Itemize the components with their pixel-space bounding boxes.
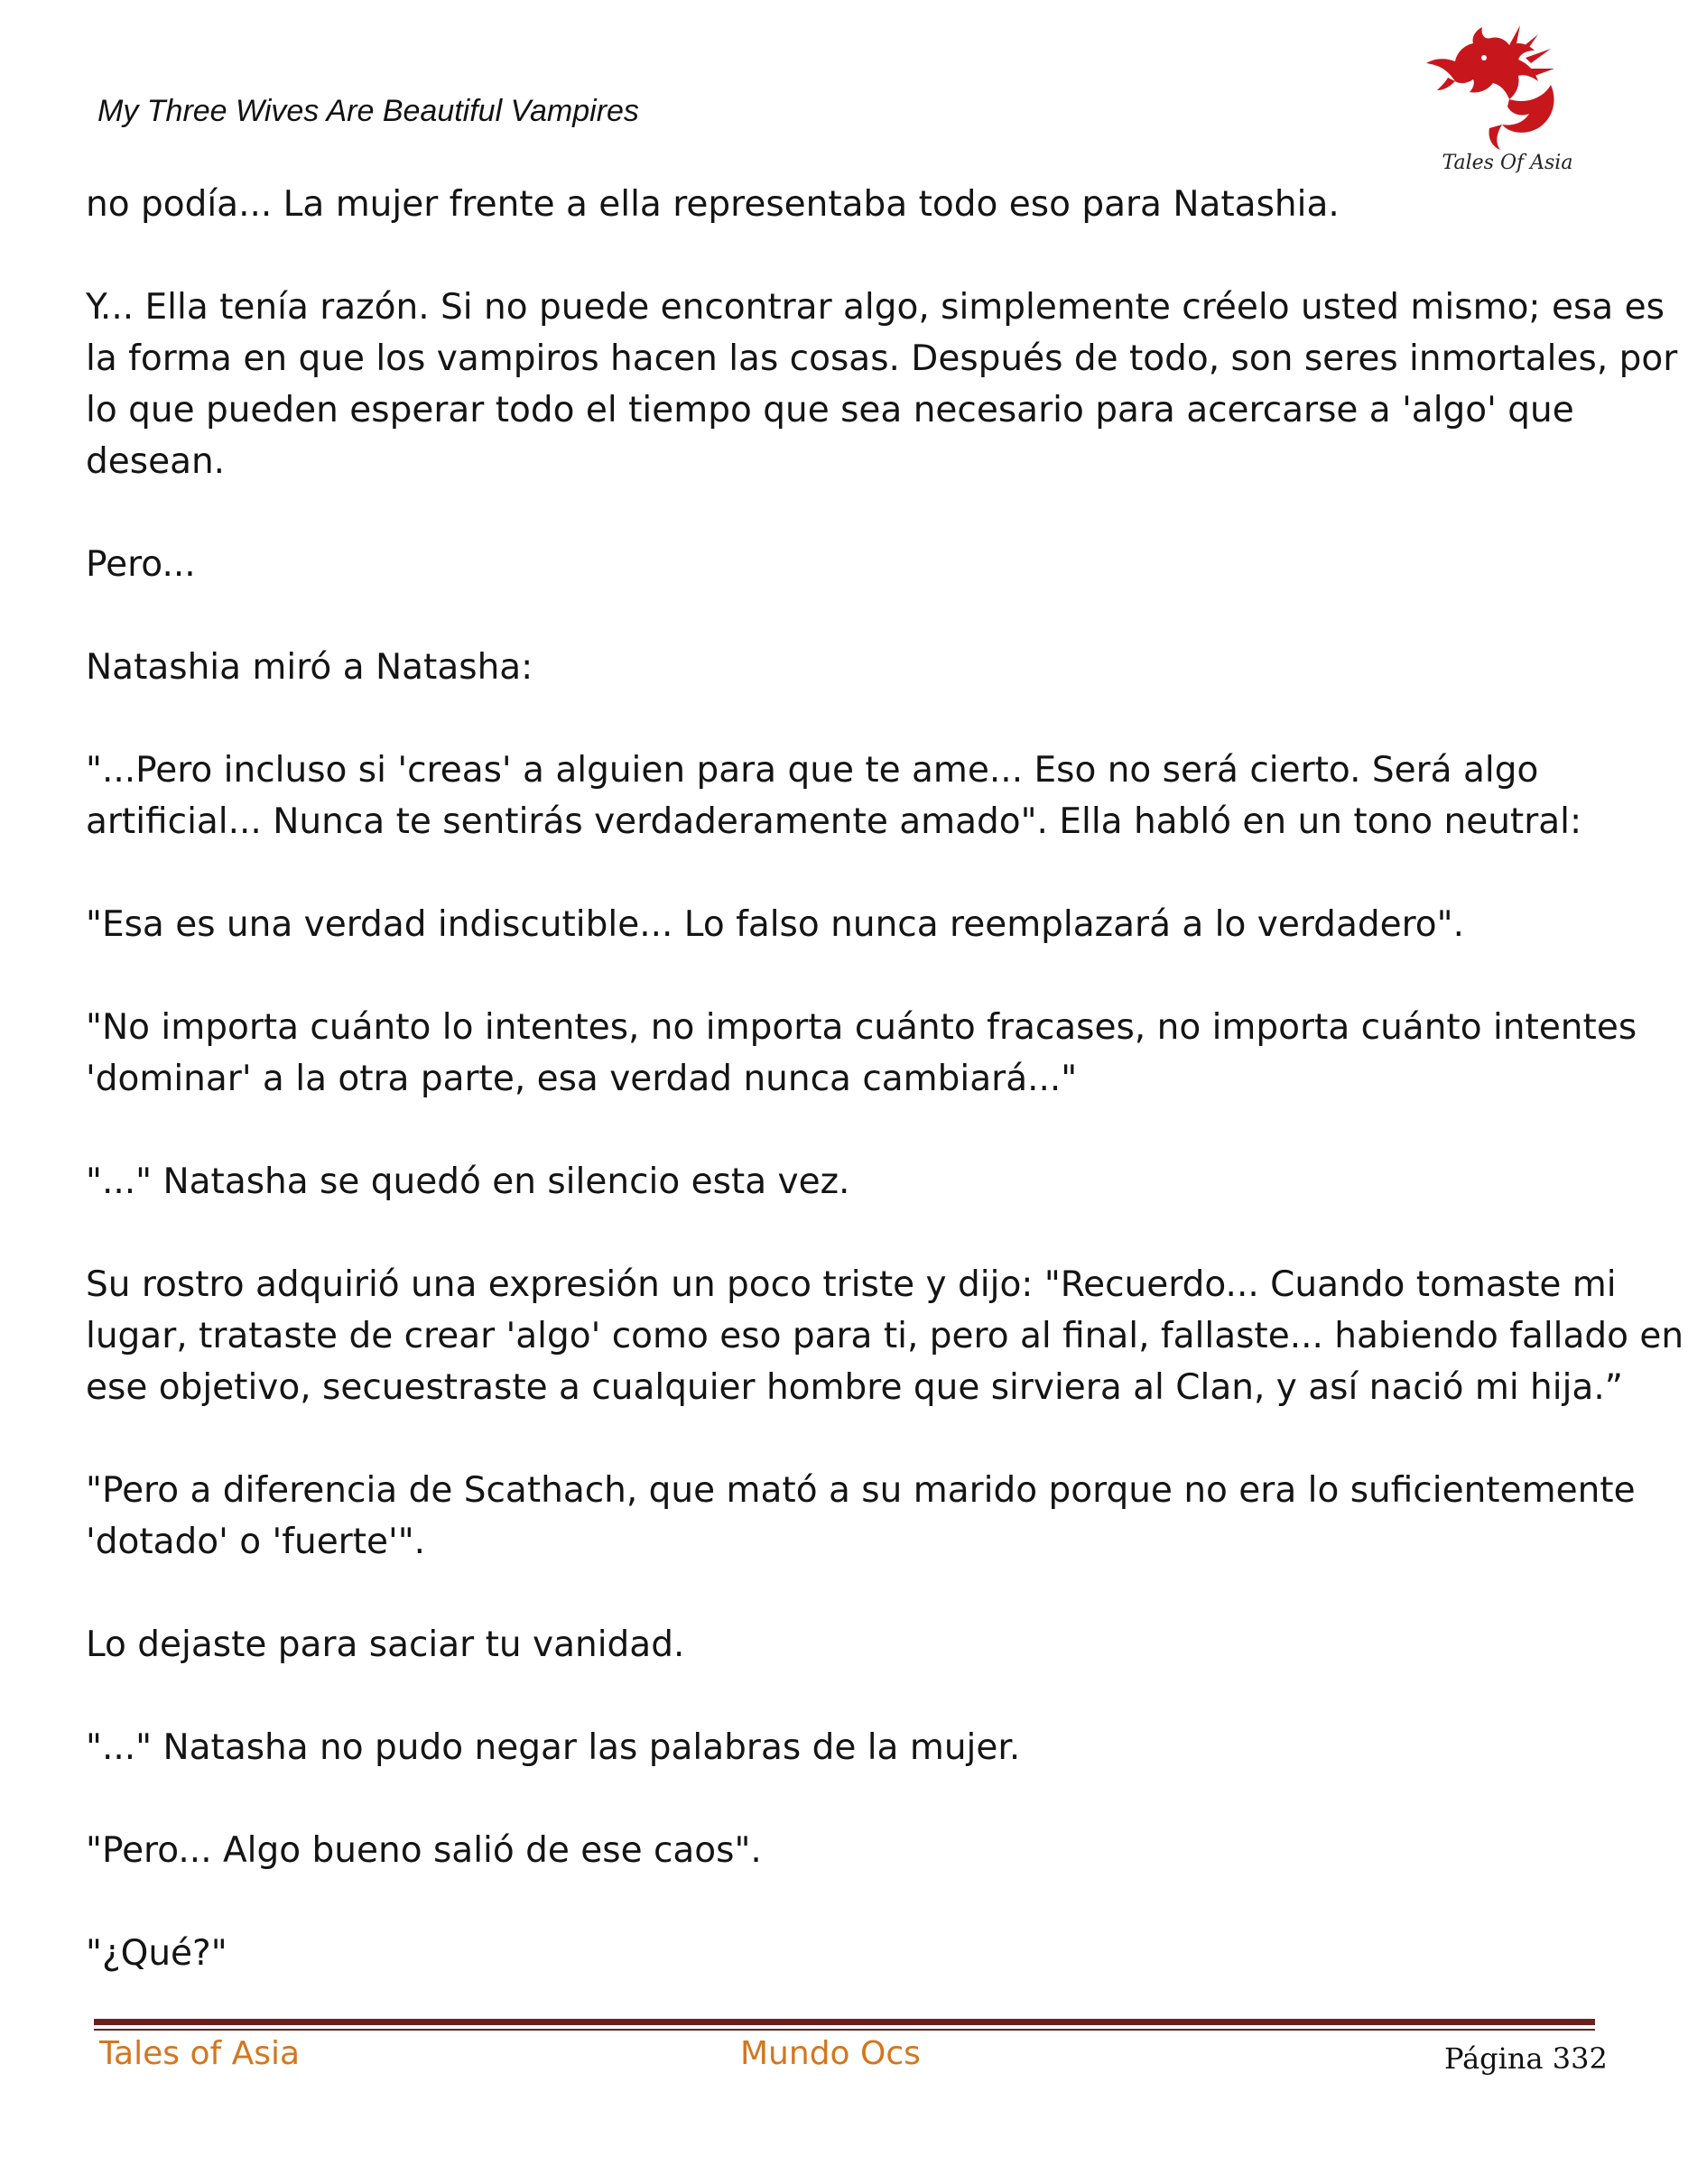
paragraph	[86, 1722, 1620, 1773]
text-line: 'dominar' a la otra parte, esa verdad nunca cambiará..."	[86, 1059, 1078, 1099]
text-line: lo que pueden esperar todo el tiempo que sea necesario para acercarse a 'algo' que	[86, 390, 1574, 430]
dragon-icon	[1419, 18, 1572, 153]
text-line: desean.	[86, 441, 226, 482]
text-line: ese objetivo, secuestraste a cualquier hombre que sirviera al Clan, y así nació mi hija.”	[86, 1367, 1623, 1408]
logo-text: Tales Of Asia	[1442, 152, 1573, 174]
text-line: Y... Ella tenía razón. Si no puede encontrar algo, simplemente créelo usted mismo; esa es	[86, 287, 1665, 328]
paragraph	[86, 1156, 1620, 1208]
text-line: Pero...	[86, 544, 196, 585]
text-line: la forma en que los vampiros hacen las cosas. Después de todo, son seres inmortales, por	[86, 338, 1678, 379]
text-line: "Pero a diferencia de Scathach, que mató a su marido porque no era lo suficientemente	[86, 1470, 1636, 1511]
tales-of-asia-logo	[1419, 18, 1572, 185]
paragraph	[86, 1825, 1620, 1876]
text-line: Natashia miró a Natasha:	[86, 647, 533, 688]
text-line: "No importa cuánto lo intentes, no importa cuánto fracases, no importa cuánto intentes	[86, 1007, 1637, 1048]
text-line: Su rostro adquirió una expresión un poco triste y dijo: "Recuerdo... Cuando tomaste mi	[86, 1264, 1617, 1305]
text-line: "...Pero incluso si 'creas' a alguien para que te ame... Eso no será cierto. Será algo	[86, 750, 1539, 791]
text-line: "..." Natasha no pudo negar las palabras de la mujer.	[86, 1727, 1021, 1768]
paragraph	[86, 1619, 1620, 1670]
chapter-text	[86, 179, 1684, 1979]
text-line: lugar, trataste de crear 'algo' como eso para ti, pero al final, fallaste... habiendo fallado en	[86, 1316, 1684, 1356]
paragraph	[86, 745, 1620, 847]
paragraph	[86, 1002, 1637, 1105]
text-line: "¿Qué?"	[86, 1933, 227, 1974]
text-line: artificial... Nunca te sentirás verdaderamente amado". Ella habló en un tono neutral:	[86, 801, 1582, 842]
text-line: Lo dejaste para saciar tu vanidad.	[86, 1624, 685, 1665]
text-line: "..." Natasha se quedó en silencio esta vez.	[86, 1161, 850, 1202]
paragraph	[86, 642, 1620, 693]
paragraph	[86, 1259, 1684, 1413]
text-line: 'dotado' o 'fuerte'".	[86, 1522, 426, 1562]
page-number: Página 332	[1444, 2041, 1608, 2076]
footer-divider-thin	[94, 2029, 1595, 2031]
text-line: "Esa es una verdad indiscutible... Lo falso nunca reemplazará a lo verdadero".	[86, 904, 1464, 945]
footer-divider	[94, 2019, 1595, 2025]
paragraph	[86, 1928, 1620, 1979]
paragraph	[86, 539, 1620, 590]
text-line: no podía... La mujer frente a ella representaba todo eso para Natashia.	[86, 184, 1340, 225]
paragraph	[86, 1465, 1636, 1568]
paragraph	[86, 179, 1620, 230]
footer-site-name: Tales of Asia	[99, 2035, 301, 2072]
paragraph	[86, 282, 1678, 487]
paragraph	[86, 899, 1620, 950]
header-title: My Three Wives Are Beautiful Vampires	[97, 94, 639, 128]
footer-translator: Mundo Ocs	[740, 2035, 921, 2072]
text-line: "Pero... Algo bueno salió de ese caos".	[86, 1830, 762, 1871]
